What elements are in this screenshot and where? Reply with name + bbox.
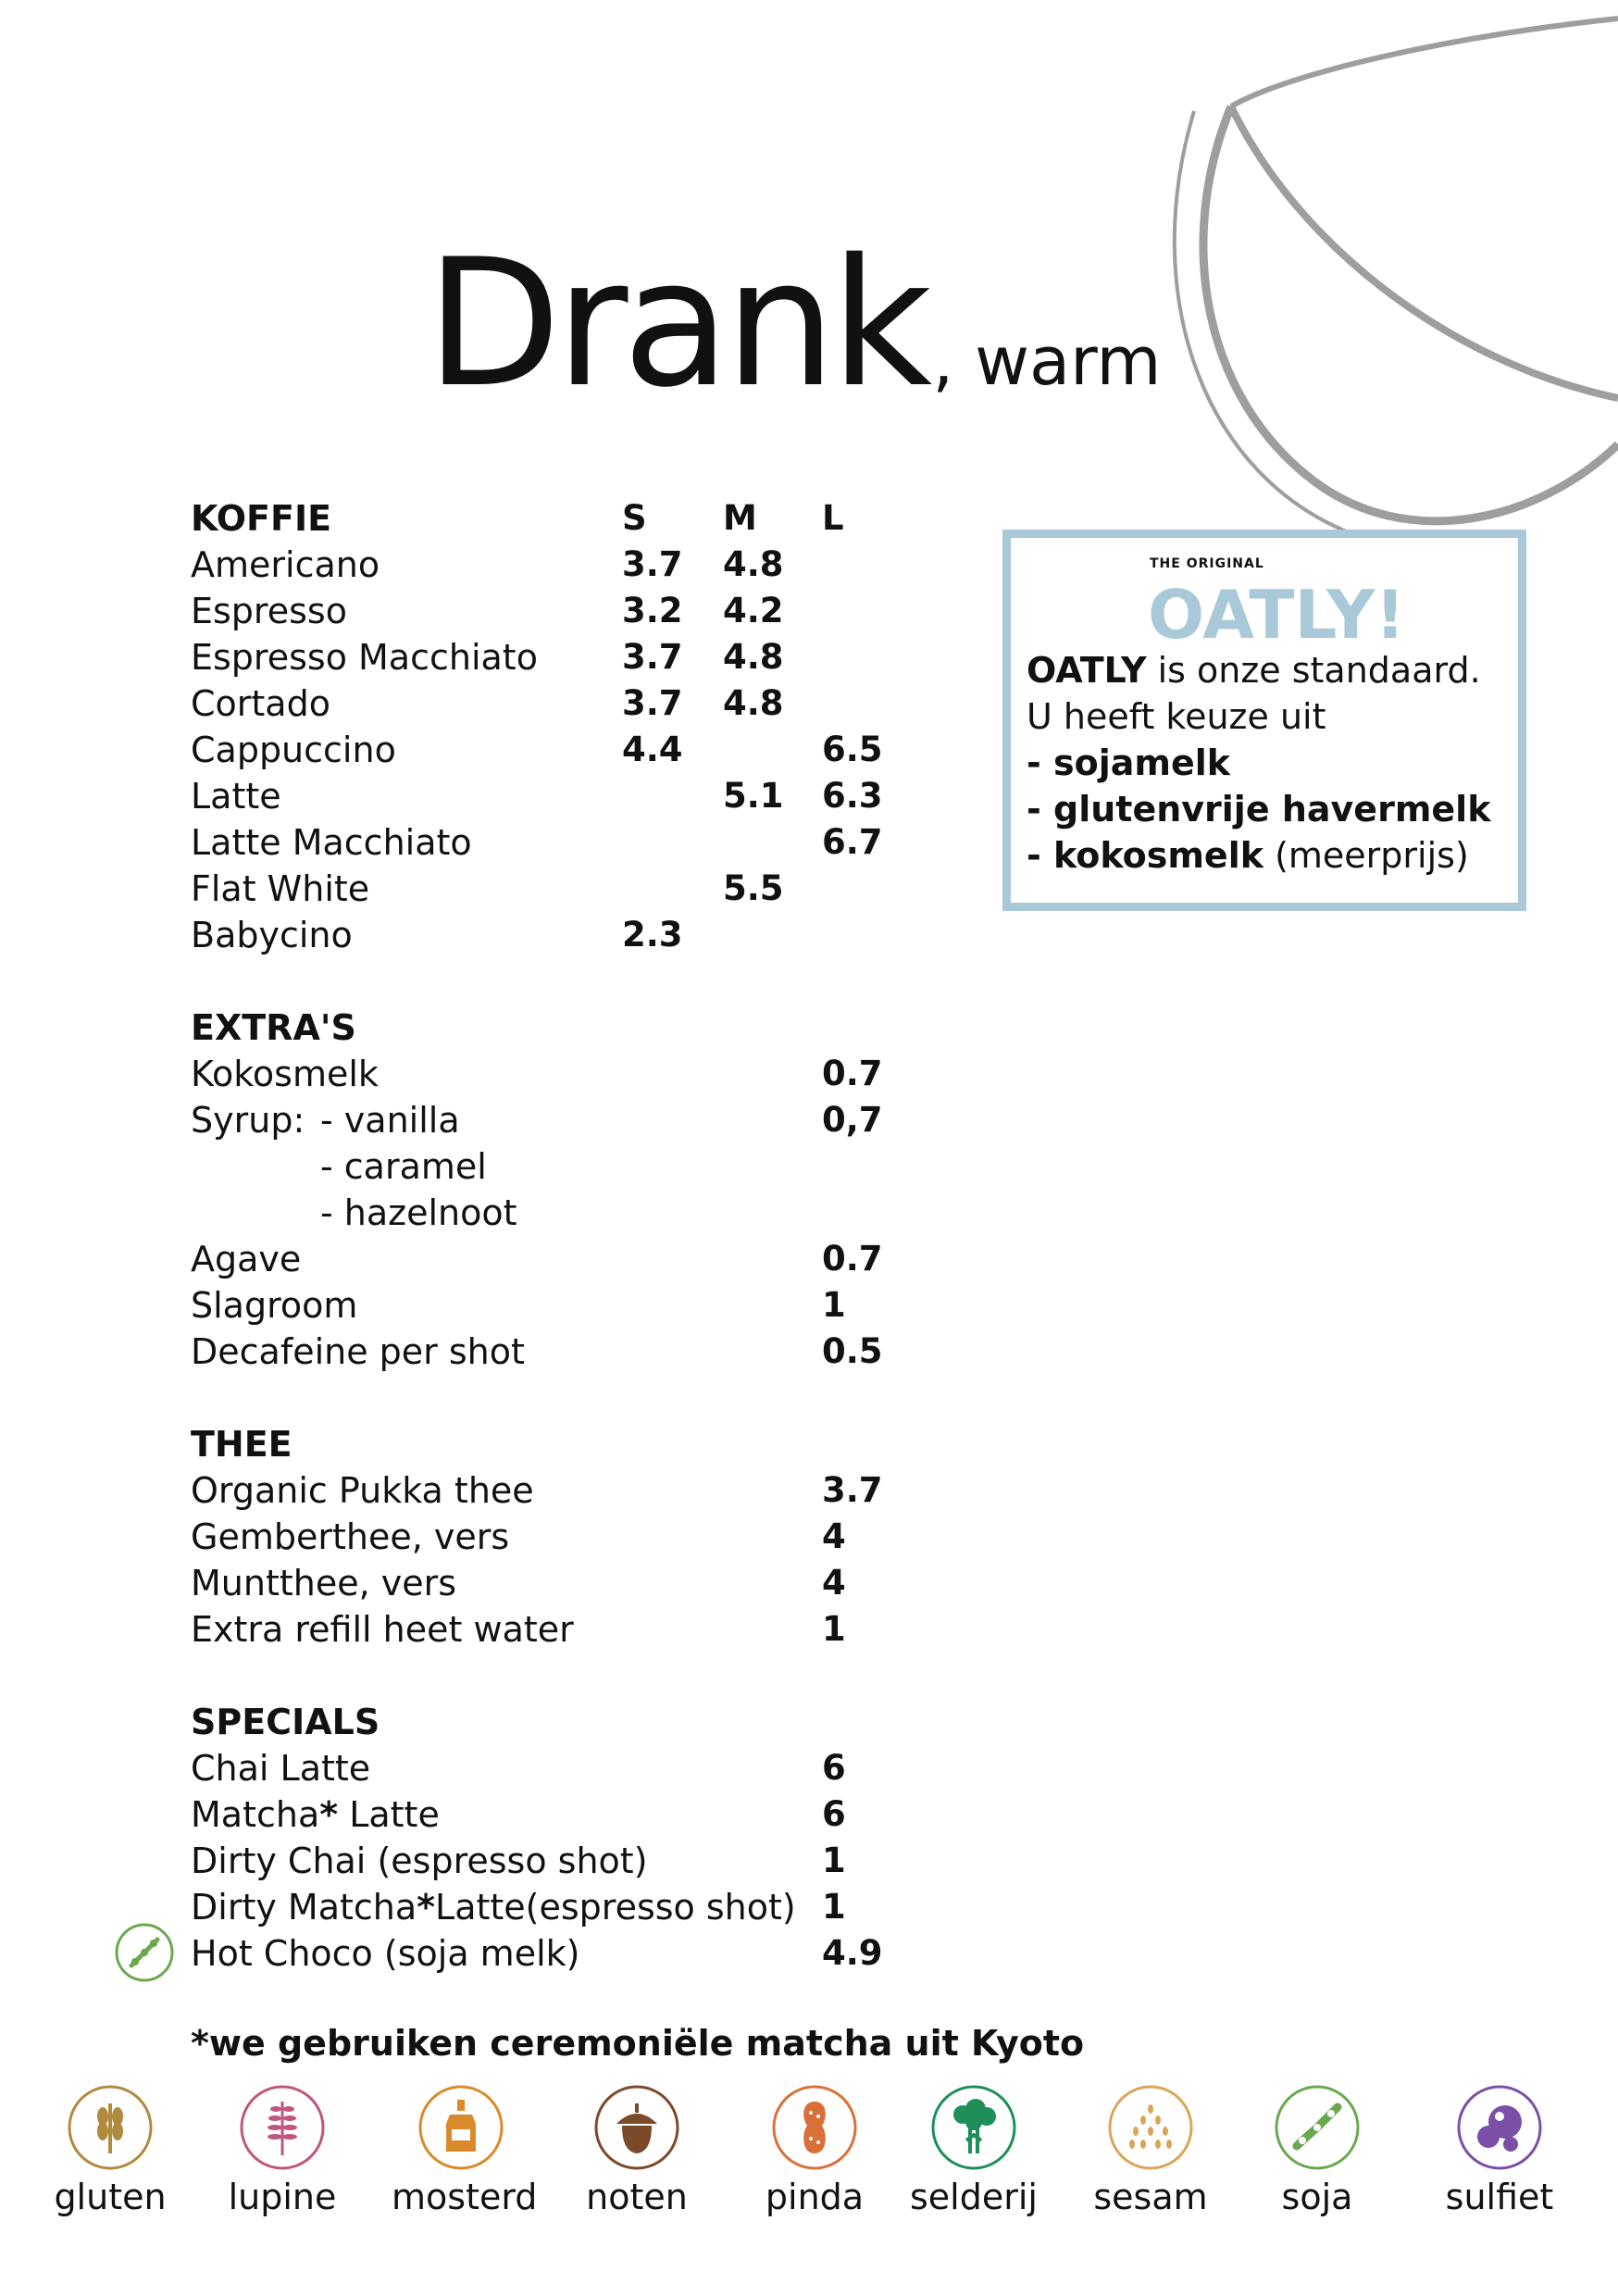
item-price: 1 [822,1887,846,1927]
specials-header-row [191,1699,913,1745]
item-name-part: Matcha [191,1794,320,1835]
syrup-option: - hazelnoot [320,1192,517,1233]
price-s: 3.7 [622,637,683,677]
menu-item [191,1329,913,1375]
asterisk: * [417,1887,436,1928]
menu-item [191,1282,913,1329]
allergen-soja [1248,2083,1387,2218]
price-s: 4.4 [622,730,683,769]
menu-item [191,1745,913,1791]
menu-item [191,1930,913,1977]
item-name: Extra refill heet water [191,1609,574,1650]
item-name: Muntthee, vers [191,1563,457,1603]
price-l: 6.5 [822,730,883,769]
section-extras [191,1004,913,1375]
peanut-icon [770,2083,859,2172]
section-header: KOFFIE [191,498,332,539]
item-name [191,1884,796,1930]
item-name: Decafeine per shot [191,1331,525,1372]
section-header: THEE [191,1424,292,1465]
item-name: Cappuccino [191,730,396,770]
oatly-option-note: (meerprijs) [1263,835,1469,876]
wheat-icon [66,2083,155,2172]
item-name: Latte Macchiato [191,822,472,863]
allergen-label: soja [1281,2177,1353,2217]
menu-item [191,1884,913,1930]
item-name: Slagroom [191,1285,358,1326]
thee-header-row [191,1421,913,1467]
allergen-lupine [213,2083,352,2218]
koffie-header-row [191,495,913,542]
celery-icon [929,2083,1018,2172]
menu [191,495,913,2023]
item-name: Espresso Macchiato [191,637,538,678]
item-name-part: Latte(espresso shot) [435,1887,796,1928]
size-l-header: L [822,498,844,538]
oatly-line-2: U heeft keuze uit [1027,696,1326,737]
item-name-part: Latte [338,1794,440,1835]
item-name: Hot Choco (soja melk) [191,1933,580,1974]
price-s: 2.3 [622,915,683,955]
menu-item [191,773,913,819]
price-m: 4.2 [723,591,784,630]
nut-icon [592,2083,681,2172]
menu-item [191,1051,913,1097]
item-name [191,1791,440,1838]
price-l: 6.3 [822,776,883,816]
item-price: 6 [822,1748,846,1788]
item-name: Dirty Chai (espresso shot) [191,1841,648,1881]
menu-item-sub [191,1190,913,1236]
allergen-label: pinda [765,2177,865,2217]
soy-icon [1273,2083,1362,2172]
price-m: 5.5 [723,868,784,908]
price-m: 4.8 [723,544,784,584]
title-sub: , warm [932,322,1162,400]
price-s: 3.7 [622,544,683,584]
item-name: Espresso [191,591,347,631]
allergen-label: sulfiet [1445,2177,1554,2217]
item-price: 0,7 [822,1100,883,1140]
menu-item [191,1097,913,1143]
price-m: 5.1 [723,776,784,816]
item-name: Organic Pukka thee [191,1470,534,1511]
menu-item-sub [191,1143,913,1190]
item-price: 6 [822,1794,846,1834]
item-price: 0.7 [822,1239,883,1279]
oatly-info-box [1002,530,1526,911]
allergen-label: lupine [228,2177,337,2217]
menu-item [191,1838,913,1884]
allergen-sulfiet [1430,2083,1569,2218]
allergen-label: noten [586,2177,688,2217]
price-s: 3.2 [622,591,683,630]
item-name: Latte [191,776,281,817]
menu-item [191,1606,913,1653]
allergen-label: selderij [910,2177,1038,2217]
price-m: 4.8 [723,637,784,677]
oatly-tagline: THE ORIGINAL [1150,556,1264,571]
item-price: 1 [822,1841,846,1880]
size-m-header: M [723,498,757,538]
oatly-option-label: - sojamelk [1027,742,1231,783]
item-name: Americano [191,544,380,585]
title-main: Drank [426,221,927,426]
allergen-pinda [745,2083,884,2218]
item-name: Kokosmelk [191,1054,379,1094]
soy-icon [113,1921,176,1984]
item-name: Cortado [191,683,330,724]
section-specials [191,1699,913,1977]
price-l: 6.7 [822,822,883,862]
page-title [426,221,1162,426]
oatly-option [1027,740,1490,786]
oatly-line-1-rest: is onze standaard. [1146,650,1481,691]
size-s-header: S [622,498,647,538]
oatly-text [1027,647,1490,879]
syrup-option: - caramel [320,1146,487,1187]
price-m: 4.8 [723,683,784,723]
menu-item [191,634,913,680]
menu-item [191,727,913,773]
item-price: 4 [822,1516,846,1556]
allergen-selderij [904,2083,1043,2218]
extras-header-row [191,1004,913,1051]
menu-item [191,1236,913,1282]
allergen-label: sesam [1093,2177,1208,2217]
item-name: Agave [191,1239,302,1279]
oatly-option [1027,832,1490,879]
item-name-part: Dirty Matcha [191,1887,417,1928]
item-price: 4 [822,1563,846,1603]
section-thee [191,1421,913,1653]
menu-item [191,588,913,634]
footnote: *we gebruiken ceremoniële matcha uit Kyoto [191,2023,1085,2064]
price-s: 3.7 [622,683,683,723]
item-name: Flat White [191,868,370,909]
oatly-option-label: - glutenvrije havermelk [1027,789,1491,830]
menu-item [191,1467,913,1514]
oatly-brand: OATLY [1027,650,1147,691]
item-name: Syrup: [191,1100,305,1141]
oatly-logo-text: OATLY! [1148,577,1406,647]
allergen-mosterd [392,2083,538,2218]
menu-item [191,542,913,588]
item-price: 4.9 [822,1933,883,1973]
menu-item [191,1560,913,1606]
oatly-option [1027,786,1490,832]
allergen-legend [0,2083,1618,2240]
item-name: Babycino [191,915,353,955]
section-header: SPECIALS [191,1702,380,1742]
menu-item [191,680,913,727]
item-price: 1 [822,1285,846,1325]
menu-item [191,866,913,912]
item-price: 0.7 [822,1054,883,1093]
menu-item [191,912,913,958]
section-koffie [191,495,913,958]
mustard-icon [417,2083,505,2172]
oatly-logo [1148,577,1444,647]
menu-item [191,1791,913,1838]
section-header: EXTRA'S [191,1007,356,1048]
allergen-label: gluten [54,2177,167,2217]
syrup-option: - vanilla [320,1100,460,1141]
sulfite-icon [1455,2083,1544,2172]
allergen-label: mosterd [392,2177,538,2217]
item-price: 1 [822,1609,846,1649]
item-name: Gemberthee, vers [191,1516,510,1557]
oatly-line-1 [1027,647,1490,693]
item-price: 3.7 [822,1470,883,1510]
menu-item [191,819,913,866]
item-name: Chai Latte [191,1748,371,1789]
lupine-icon [238,2083,327,2172]
allergen-sesam [1081,2083,1220,2218]
menu-item [191,1514,913,1560]
allergen-gluten [41,2083,180,2218]
oatly-option-label: - kokosmelk [1027,835,1263,876]
item-price: 0.5 [822,1331,883,1371]
sesame-icon [1106,2083,1195,2172]
asterisk: * [319,1794,339,1835]
allergen-noten [567,2083,706,2218]
